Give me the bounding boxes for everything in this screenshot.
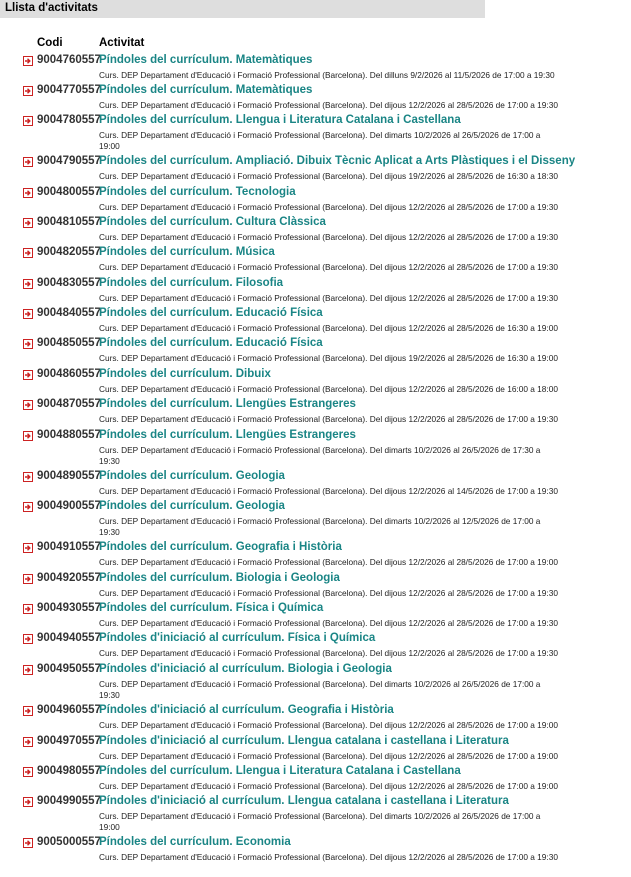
column-header-activity: Activitat [99, 37, 145, 49]
list-item [0, 186, 631, 216]
list-item [0, 541, 631, 571]
list-item [0, 307, 631, 337]
activity-link[interactable]: Píndoles d'iniciació al currículum. Llengua catalana i castellana i Literatura [99, 735, 509, 747]
activity-code: 9004870557 [37, 398, 101, 410]
activity-code: 9004940557 [37, 632, 101, 644]
activity-link[interactable]: Píndoles del currículum. Llengües Estrangeres [99, 398, 356, 410]
activity-link[interactable]: Píndoles del currículum. Llengua i Literatura Catalana i Castellana [99, 765, 461, 777]
activity-code: 9004860557 [37, 368, 101, 380]
enter-arrow-icon[interactable] [23, 797, 33, 807]
enter-arrow-icon[interactable] [23, 634, 33, 644]
list-item [0, 216, 631, 246]
enter-arrow-icon[interactable] [23, 188, 33, 198]
list-item [0, 429, 631, 469]
activity-code: 9004920557 [37, 572, 101, 584]
activity-code: 9004830557 [37, 277, 101, 289]
list-item [0, 337, 631, 367]
activity-link[interactable]: Píndoles del currículum. Biologia i Geologia [99, 572, 340, 584]
list-item [0, 155, 631, 185]
activity-code: 9004980557 [37, 765, 101, 777]
activity-link[interactable]: Píndoles del currículum. Ampliació. Dibuix Tècnic Aplicat a Arts Plàstiques i el Disseny [99, 155, 576, 167]
activity-description: Curs. DEP Departament d'Educació i Formació Professional (Barcelona). Del dijous 12/2/2026 al 28/5/2026 de 17:00 a 19:30 [99, 414, 558, 424]
enter-arrow-icon[interactable] [23, 248, 33, 258]
list-item [0, 398, 631, 428]
enter-arrow-icon[interactable] [23, 706, 33, 716]
activity-description: Curs. DEP Departament d'Educació i Formació Professional (Barcelona). Del dimarts 10/2/2026 al 12/5/2026 de 17:00 a 19:30 [99, 516, 541, 537]
activity-description: Curs. DEP Departament d'Educació i Formació Professional (Barcelona). Del dijous 12/2/2026 al 28/5/2026 de 17:00 a 19:00 [99, 720, 558, 730]
column-header-code: Codi [37, 37, 63, 49]
activity-code: 9004900557 [37, 500, 101, 512]
activity-link[interactable]: Píndoles del currículum. Matemàtiques [99, 84, 313, 96]
activity-link[interactable]: Píndoles del currículum. Llengües Estrangeres [99, 429, 356, 441]
list-item [0, 704, 631, 734]
list-title-bar [0, 0, 485, 18]
enter-arrow-icon[interactable] [23, 543, 33, 553]
activity-description: Curs. DEP Departament d'Educació i Formació Professional (Barcelona). Del dijous 19/2/2026 al 28/5/2026 de 16:30 a 19:00 [99, 353, 558, 363]
activity-description: Curs. DEP Departament d'Educació i Formació Professional (Barcelona). Del dimarts 10/2/2026 al 26/5/2026 de 17:00 a 19:00 [99, 811, 541, 832]
enter-arrow-icon[interactable] [23, 339, 33, 349]
list-item [0, 84, 631, 114]
enter-arrow-icon[interactable] [23, 400, 33, 410]
activity-code: 9004890557 [37, 470, 101, 482]
activity-link[interactable]: Píndoles del currículum. Física i Química [99, 602, 324, 614]
activity-description: Curs. DEP Departament d'Educació i Formació Professional (Barcelona). Del dimarts 10/2/2026 al 26/5/2026 de 17:30 a 19:30 [99, 445, 541, 466]
activity-link[interactable]: Píndoles del currículum. Educació Física [99, 337, 323, 349]
activity-description: Curs. DEP Departament d'Educació i Formació Professional (Barcelona). Del dijous 12/2/2026 al 28/5/2026 de 17:00 a 19:30 [99, 588, 558, 598]
activity-description: Curs. DEP Departament d'Educació i Formació Professional (Barcelona). Del dijous 12/2/2026 al 28/5/2026 de 17:00 a 19:30 [99, 648, 558, 658]
activity-description: Curs. DEP Departament d'Educació i Formació Professional (Barcelona). Del dijous 12/2/2026 al 28/5/2026 de 17:00 a 19:30 [99, 262, 558, 272]
activity-link[interactable]: Píndoles d'iniciació al currículum. Geografia i Història [99, 704, 394, 716]
list-item [0, 836, 631, 866]
activity-link[interactable]: Píndoles del currículum. Geologia [99, 470, 285, 482]
list-item [0, 663, 631, 703]
activity-code: 9004990557 [37, 795, 101, 807]
enter-arrow-icon[interactable] [23, 157, 33, 167]
enter-arrow-icon[interactable] [23, 218, 33, 228]
activity-code: 9004840557 [37, 307, 101, 319]
activity-link[interactable]: Píndoles del currículum. Educació Física [99, 307, 323, 319]
activity-description: Curs. DEP Departament d'Educació i Formació Professional (Barcelona). Del dijous 19/2/2026 al 28/5/2026 de 16:30 a 18:30 [99, 171, 558, 181]
activity-link[interactable]: Píndoles del currículum. Tecnologia [99, 186, 296, 198]
enter-arrow-icon[interactable] [23, 737, 33, 747]
activity-link[interactable]: Píndoles del currículum. Economia [99, 836, 291, 848]
activity-code: 9004820557 [37, 246, 101, 258]
activity-code: 9004930557 [37, 602, 101, 614]
activity-description: Curs. DEP Departament d'Educació i Formació Professional (Barcelona). Del dijous 12/2/2026 al 28/5/2026 de 17:00 a 19:30 [99, 852, 558, 862]
activity-link[interactable]: Píndoles del currículum. Dibuix [99, 368, 271, 380]
activity-description: Curs. DEP Departament d'Educació i Formació Professional (Barcelona). Del dijous 12/2/2026 al 28/5/2026 de 17:00 a 19:00 [99, 751, 558, 761]
list-item [0, 277, 631, 307]
activity-description: Curs. DEP Departament d'Educació i Formació Professional (Barcelona). Del dijous 12/2/2026 al 28/5/2026 de 17:00 a 19:30 [99, 232, 558, 242]
enter-arrow-icon[interactable] [23, 665, 33, 675]
activity-description: Curs. DEP Departament d'Educació i Formació Professional (Barcelona). Del dijous 12/2/2026 al 14/5/2026 de 17:00 a 19:30 [99, 486, 558, 496]
list-item [0, 765, 631, 795]
activity-code: 9004810557 [37, 216, 101, 228]
activity-code: 9004760557 [37, 54, 101, 66]
activity-code: 9004780557 [37, 114, 101, 126]
activity-code: 9004800557 [37, 186, 101, 198]
enter-arrow-icon[interactable] [23, 472, 33, 482]
activity-description: Curs. DEP Departament d'Educació i Formació Professional (Barcelona). Del dimarts 10/2/2026 al 26/5/2026 de 17:00 a 19:00 [99, 130, 541, 151]
activity-link[interactable]: Píndoles d'iniciació al currículum. Llengua catalana i castellana i Literatura [99, 795, 509, 807]
activity-code: 9005000557 [37, 836, 101, 848]
activity-code: 9004970557 [37, 735, 101, 747]
activity-description: Curs. DEP Departament d'Educació i Formació Professional (Barcelona). Del dijous 12/2/2026 al 28/5/2026 de 16:00 a 18:00 [99, 384, 558, 394]
enter-arrow-icon[interactable] [23, 838, 33, 848]
enter-arrow-icon[interactable] [23, 279, 33, 289]
activity-code: 9004960557 [37, 704, 101, 716]
activity-link[interactable]: Píndoles del currículum. Música [99, 246, 275, 258]
enter-arrow-icon[interactable] [23, 56, 33, 66]
activity-description: Curs. DEP Departament d'Educació i Formació Professional (Barcelona). Del dijous 12/2/2026 al 28/5/2026 de 16:30 a 19:00 [99, 323, 558, 333]
list-item [0, 572, 631, 602]
enter-arrow-icon[interactable] [23, 86, 33, 96]
activity-link[interactable]: Píndoles del currículum. Cultura Clàssica [99, 216, 326, 228]
activity-description: Curs. DEP Departament d'Educació i Formació Professional (Barcelona). Del dijous 12/2/2026 al 28/5/2026 de 17:00 a 19:30 [99, 293, 558, 303]
list-item [0, 500, 631, 540]
list-item [0, 735, 631, 765]
enter-arrow-icon[interactable] [23, 767, 33, 777]
activity-link[interactable]: Píndoles del currículum. Filosofia [99, 277, 284, 289]
activity-description: Curs. DEP Departament d'Educació i Formació Professional (Barcelona). Del dijous 12/2/2026 al 28/5/2026 de 17:00 a 19:00 [99, 781, 558, 791]
list-item [0, 114, 631, 154]
activity-description: Curs. DEP Departament d'Educació i Formació Professional (Barcelona). Del dijous 12/2/2026 al 28/5/2026 de 17:00 a 19:30 [99, 202, 558, 212]
activity-code: 9004770557 [37, 84, 101, 96]
list-item [0, 54, 631, 84]
enter-arrow-icon[interactable] [23, 116, 33, 126]
enter-arrow-icon[interactable] [23, 309, 33, 319]
enter-arrow-icon[interactable] [23, 604, 33, 614]
enter-arrow-icon[interactable] [23, 574, 33, 584]
activity-link[interactable]: Píndoles d'iniciació al currículum. Física i Química [99, 632, 376, 644]
activity-link[interactable]: Píndoles del currículum. Llengua i Literatura Catalana i Castellana [99, 114, 461, 126]
activity-code: 9004850557 [37, 337, 101, 349]
activity-description: Curs. DEP Departament d'Educació i Formació Professional (Barcelona). Del dilluns 9/2/2026 al 11/5/2026 de 17:00 a 19:30 [99, 70, 555, 80]
enter-arrow-icon[interactable] [23, 502, 33, 512]
list-item [0, 632, 631, 662]
activity-link[interactable]: Píndoles del currículum. Geologia [99, 500, 285, 512]
activity-code: 9004880557 [37, 429, 101, 441]
list-item [0, 368, 631, 398]
list-item [0, 470, 631, 500]
activity-description: Curs. DEP Departament d'Educació i Formació Professional (Barcelona). Del dijous 12/2/2026 al 28/5/2026 de 17:00 a 19:30 [99, 618, 558, 628]
enter-arrow-icon[interactable] [23, 431, 33, 441]
activity-code: 9004910557 [37, 541, 101, 553]
list-item [0, 246, 631, 276]
list-item [0, 795, 631, 835]
page-title: Llista d'activitats [5, 2, 98, 14]
activity-description: Curs. DEP Departament d'Educació i Formació Professional (Barcelona). Del dijous 12/2/2026 al 28/5/2026 de 17:00 a 19:30 [99, 100, 558, 110]
activity-link[interactable]: Píndoles del currículum. Geografia i Història [99, 541, 342, 553]
activity-description: Curs. DEP Departament d'Educació i Formació Professional (Barcelona). Del dijous 12/2/2026 al 28/5/2026 de 17:00 a 19:00 [99, 557, 558, 567]
activity-link[interactable]: Píndoles del currículum. Matemàtiques [99, 54, 313, 66]
list-item [0, 602, 631, 632]
activity-link[interactable]: Píndoles d'iniciació al currículum. Biologia i Geologia [99, 663, 392, 675]
activity-code: 9004950557 [37, 663, 101, 675]
activity-description: Curs. DEP Departament d'Educació i Formació Professional (Barcelona). Del dimarts 10/2/2026 al 26/5/2026 de 17:00 a 19:30 [99, 679, 541, 700]
activity-code: 9004790557 [37, 155, 101, 167]
enter-arrow-icon[interactable] [23, 370, 33, 380]
